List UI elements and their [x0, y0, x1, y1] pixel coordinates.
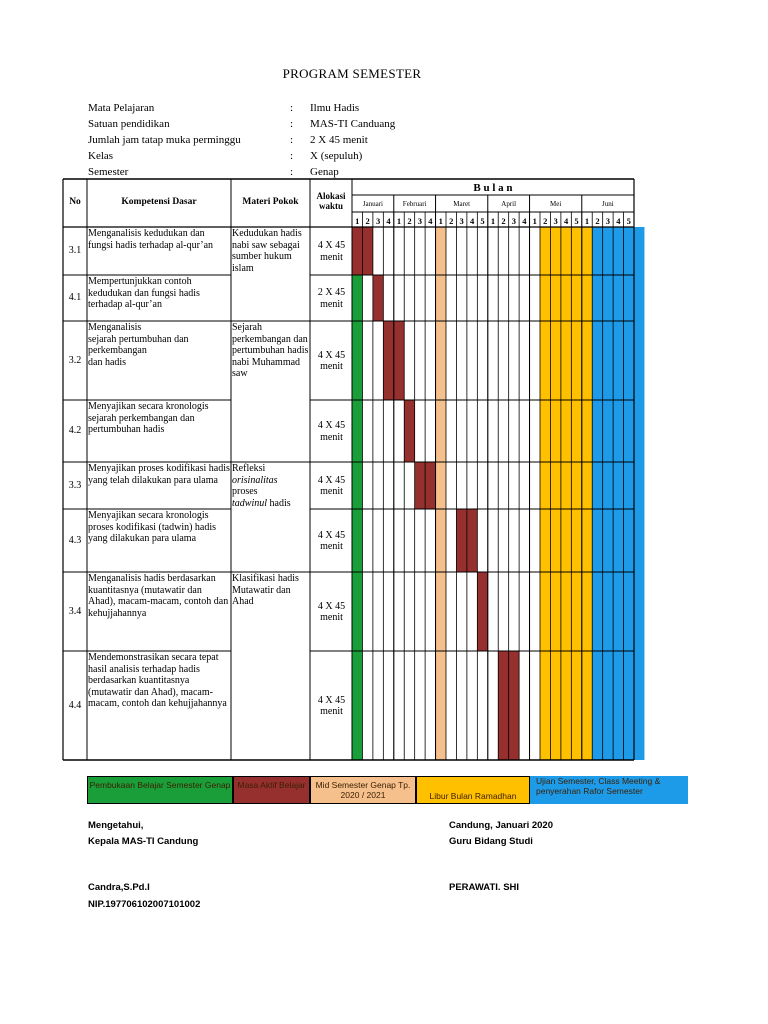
row-number: 4.3	[68, 534, 82, 546]
week-number: 4	[428, 216, 433, 226]
active-week-block	[509, 651, 519, 760]
row-number: 4.4	[68, 699, 82, 711]
week-number: 3	[605, 216, 611, 226]
week-column-band	[519, 227, 529, 760]
week-column-band	[436, 227, 446, 760]
month-label: Mei	[550, 200, 562, 208]
materi-part: proses	[232, 486, 258, 497]
week-number: 4	[563, 216, 569, 226]
week-number: 2	[543, 216, 548, 226]
place-date: Candung, Januari 2020	[449, 820, 554, 831]
kompetensi-dasar: Mempertunjukkan contoh kedudukan dan fungsi hadis terhadap al-qur’an	[88, 276, 200, 310]
week-number: 1	[396, 216, 402, 226]
row-number: 3.2	[68, 354, 82, 366]
week-number: 5	[626, 216, 631, 226]
week-number: 5	[480, 216, 485, 226]
week-number: 1	[490, 216, 496, 226]
active-week-block	[477, 572, 487, 651]
info-value: X (sepuluh)	[310, 150, 363, 162]
alokasi-waktu: 4 X 45 menit	[317, 349, 346, 372]
info-label: Mata Pelajaran	[88, 102, 155, 114]
headmaster-name: Candra,S.Pd.I	[88, 882, 150, 893]
week-column-band	[488, 227, 498, 760]
kompetensi-dasar: Menyajikan secara kronologis sejarah perkembangan dan pertumbuhan hadis	[88, 401, 209, 435]
week-column-band	[634, 227, 644, 760]
week-column-band	[540, 227, 550, 760]
info-colon: :	[290, 102, 294, 114]
bulan-header: B u l a n	[473, 182, 513, 194]
row-number: 4.1	[68, 292, 82, 303]
week-column-band	[467, 227, 477, 760]
no-header: No	[69, 197, 81, 207]
materi-pokok	[232, 463, 310, 509]
info-label: Jumlah jam tatap muka perminggu	[88, 134, 241, 146]
active-week-block	[425, 462, 435, 509]
alokasi-header: Alokasi waktu	[316, 191, 346, 211]
materi-part: hadis	[269, 497, 291, 509]
active-week-block	[404, 400, 414, 462]
week-column-band	[582, 227, 592, 760]
week-number: 2	[595, 216, 600, 226]
week-column-band	[352, 227, 362, 760]
month-label: Juni	[602, 200, 614, 208]
active-week-block	[373, 275, 383, 321]
info-value: 2 X 45 menit	[310, 134, 368, 146]
week-number: 1	[532, 216, 537, 226]
week-column-band	[404, 227, 414, 760]
month-label: April	[501, 200, 517, 208]
active-week-block	[415, 462, 425, 509]
week-number: 2	[501, 216, 506, 226]
week-column-band	[362, 227, 372, 760]
kompetensi-dasar: Menganalisis kedudukan dan fungsi hadis terhadap al-qur’an	[88, 228, 214, 251]
active-week-block	[498, 651, 508, 760]
week-column-band	[550, 227, 560, 760]
week-number: 3	[417, 216, 423, 226]
month-label: Maret	[453, 200, 471, 208]
materi-part: orisinalitas	[232, 474, 278, 486]
week-column-band	[477, 227, 487, 760]
week-number: 1	[355, 216, 360, 226]
week-column-band	[561, 227, 571, 760]
info-colon: :	[290, 118, 294, 130]
week-column-band	[592, 227, 602, 760]
week-column-band	[603, 227, 613, 760]
week-number: 5	[574, 216, 579, 226]
materi-pokok: Kedudukan hadis nabi saw sebagai sumber hukum islam	[232, 228, 302, 274]
legend-item: Mid Semester Genap Tp. 2020 / 2021	[310, 776, 416, 804]
active-week-block	[467, 509, 477, 572]
alokasi-waktu: 4 X 45 menit	[317, 240, 346, 263]
materi-part: Refleksi	[232, 463, 266, 474]
week-number: 1	[438, 216, 443, 226]
row-number: 4.2	[68, 425, 82, 436]
active-week-block	[394, 321, 404, 400]
info-colon: :	[290, 150, 294, 162]
row-number: 3.3	[68, 479, 82, 491]
week-column-band	[613, 227, 623, 760]
row-number: 3.4	[68, 605, 82, 617]
month-label: Februari	[402, 200, 427, 208]
kd-header: Kompetensi Dasar	[121, 197, 197, 207]
acknowledged-label: Mengetahui,	[88, 820, 144, 831]
alokasi-waktu: 2 X 45 menit	[317, 287, 346, 310]
active-week-block	[456, 509, 466, 572]
teacher-title: Guru Bidang Studi	[449, 836, 533, 847]
legend-item: Ujian Semester, Class Meeting & penyerahan Rafor Semester	[530, 776, 688, 804]
alokasi-waktu: 4 X 45 menit	[317, 474, 346, 497]
info-colon: :	[290, 166, 294, 178]
week-column-band	[571, 227, 581, 760]
info-label: Semester	[88, 166, 129, 178]
kompetensi-dasar: Menyajikan secara kronologis proses kodifikasi (tadwin) hadis yang dilakukan para ulama	[88, 510, 217, 544]
alokasi-waktu: 4 X 45 menit	[317, 694, 346, 717]
info-colon: :	[290, 134, 294, 146]
week-number: 2	[449, 216, 454, 226]
legend-item: Libur Bulan Ramadhan	[416, 776, 530, 804]
week-column-band	[530, 227, 540, 760]
alokasi-waktu: 4 X 45 menit	[317, 529, 346, 552]
week-number: 3	[553, 216, 558, 226]
materi-pokok: Sejarah perkembangan dan pertumbuhan hadis nabi Muhammad saw	[232, 322, 309, 379]
week-column-band	[383, 227, 393, 760]
active-week-block	[352, 227, 362, 275]
headmaster-title: Kepala MAS-TI Candung	[88, 836, 199, 847]
materi-header: Materi Pokok	[242, 197, 299, 207]
kompetensi-dasar: Mendemonstrasikan secara tepat hasil analisis terhadap hadis berdasarkan kuantitasnya (mutawatir dan Ahad), macam-macam, contoh dan kehujjahannya	[88, 652, 227, 709]
week-number: 2	[407, 216, 412, 226]
kompetensi-dasar: Menyajikan proses kodifikasi hadis yang telah dilakukan para ulama	[88, 463, 230, 486]
week-column-band	[446, 227, 456, 760]
week-number: 3	[459, 216, 464, 226]
week-column-band	[624, 227, 634, 760]
week-number: 4	[616, 216, 621, 226]
materi-pokok: Klasifikasi hadis Mutawatir dan Ahad	[232, 573, 299, 607]
week-number: 4	[522, 216, 527, 226]
headmaster-nip: NIP.197706102007101002	[88, 899, 201, 910]
info-value: Genap	[310, 166, 339, 178]
week-number: 4	[469, 216, 475, 226]
active-week-block	[383, 321, 393, 400]
alokasi-waktu: 4 X 45 menit	[317, 600, 346, 623]
row-number: 3.1	[68, 245, 82, 256]
info-value: Ilmu Hadis	[310, 102, 360, 114]
week-number: 2	[365, 216, 370, 226]
info-label: Satuan pendidikan	[88, 118, 170, 130]
kompetensi-dasar: Menganalisis hadis berdasarkan kuantitasnya (mutawatir dan Ahad), macam-macam, contoh dan kehujjahannya	[88, 573, 229, 619]
legend-item: Pembukaan Belajar Semester Genap	[87, 776, 233, 804]
page-title: PROGRAM SEMESTER	[282, 66, 422, 81]
materi-part: tadwinul	[232, 497, 270, 509]
kompetensi-dasar: Menganalisis sejarah pertumbuhan dan perkembangan dan hadis	[88, 322, 189, 368]
month-label: Januari	[362, 200, 383, 208]
legend-item: Masa Aktif Belajar	[233, 776, 310, 804]
info-value: MAS-TI Canduang	[310, 118, 396, 130]
week-number: 4	[386, 216, 391, 226]
active-week-block	[362, 227, 372, 275]
week-number: 1	[584, 216, 590, 226]
week-column-band	[394, 227, 404, 760]
teacher-name: PERAWATI. SHI	[449, 882, 520, 893]
alokasi-waktu: 4 X 45 menit	[317, 420, 346, 443]
week-column-band	[456, 227, 466, 760]
week-number: 3	[511, 216, 517, 226]
week-number: 3	[375, 216, 381, 226]
info-label: Kelas	[88, 150, 114, 162]
